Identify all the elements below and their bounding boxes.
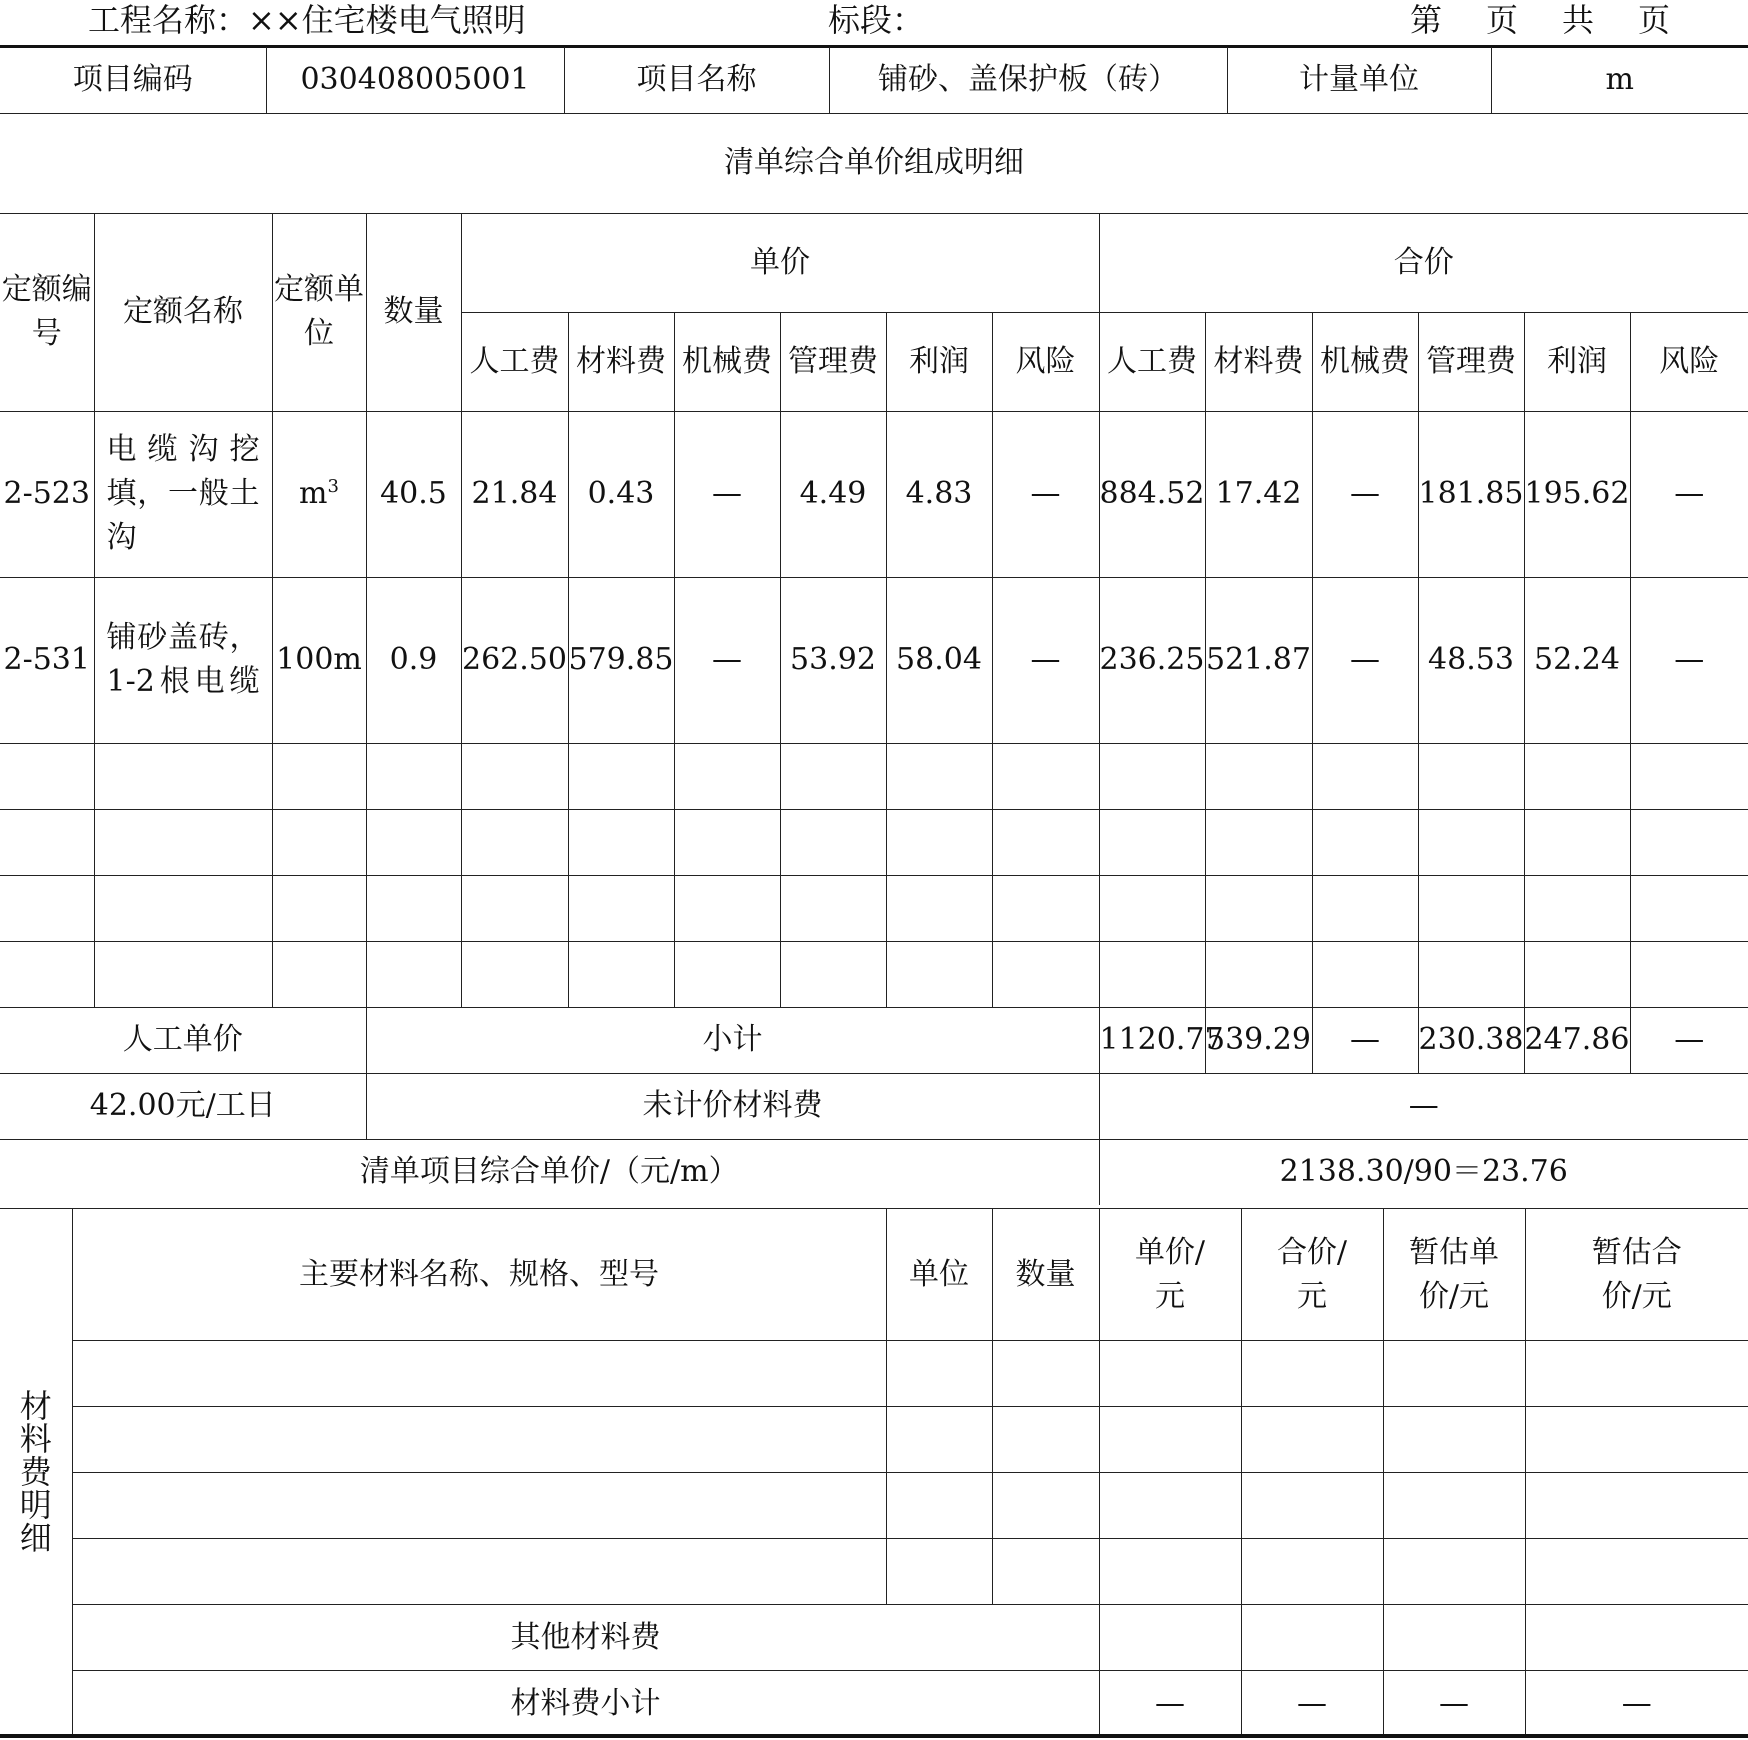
unit-price-profit: 58.04: [886, 577, 992, 743]
empty-cell: [1383, 1539, 1525, 1605]
empty-cell: [1099, 1407, 1241, 1473]
col-material-unit-price: 单价/元: [1099, 1209, 1241, 1341]
empty-cell: [1312, 875, 1418, 941]
composite-label: 清单项目综合单价/（元/m）: [0, 1139, 1099, 1205]
empty-cell: [1205, 809, 1312, 875]
total-price-labor: 884.52: [1099, 411, 1205, 577]
subtotal-row: [0, 1007, 1748, 1073]
col-quota-no: 定额编号: [0, 213, 94, 411]
subtotal-risk: —: [1630, 1007, 1748, 1073]
empty-row: [0, 875, 1748, 941]
empty-cell: [1630, 941, 1748, 1007]
unpriced-label: 未计价材料费: [366, 1073, 1099, 1139]
col-material-unit: 单位: [886, 1209, 992, 1341]
material-subtotal-label: 材料费小计: [72, 1671, 1099, 1737]
empty-cell: [674, 743, 780, 809]
item-unit: m: [1491, 47, 1748, 113]
total-price-risk: —: [1630, 577, 1748, 743]
composite-value: 2138.30/90＝23.76: [1099, 1139, 1748, 1205]
empty-cell: [272, 743, 366, 809]
table-row: [0, 577, 1748, 743]
unpriced-row: [0, 1073, 1748, 1139]
empty-cell: [1524, 809, 1630, 875]
empty-cell: [992, 1473, 1099, 1539]
empty-cell: [886, 743, 992, 809]
empty-cell: [1205, 875, 1312, 941]
sub-header-risk: 风险: [992, 312, 1099, 411]
empty-cell: [1418, 941, 1524, 1007]
quota-name: 电缆沟挖填，一般土沟: [94, 411, 272, 577]
empty-cell: [1524, 743, 1630, 809]
page-counter: 第 页 共 页: [1410, 1, 1677, 39]
quota-no: 2-523: [0, 411, 94, 577]
empty-cell: [72, 1341, 886, 1407]
empty-cell: [72, 1473, 886, 1539]
empty-cell: [1241, 1341, 1383, 1407]
detail-title: 清单综合单价组成明细: [0, 113, 1748, 213]
unit-price-material: 579.85: [568, 577, 674, 743]
quota-unit: [272, 577, 366, 743]
col-material-est-total-price: 暂估合价/元: [1525, 1209, 1748, 1341]
subtotal-label: 小计: [366, 1007, 1099, 1073]
empty-cell: [72, 1539, 886, 1605]
empty-cell: [568, 809, 674, 875]
other-material-row: [0, 1605, 1748, 1671]
empty-row: [0, 941, 1748, 1007]
item-info-table: [0, 47, 1748, 114]
empty-cell: [1418, 875, 1524, 941]
empty-cell: [1383, 1473, 1525, 1539]
empty-cell: [272, 809, 366, 875]
empty-cell: [992, 743, 1099, 809]
unit-price-management: 53.92: [780, 577, 886, 743]
item-name: 铺砂、盖保护板（砖）: [829, 47, 1227, 113]
empty-cell: [0, 941, 94, 1007]
empty-cell: [1205, 941, 1312, 1007]
empty-cell: [886, 1473, 992, 1539]
sub-header-risk: 风险: [1630, 312, 1748, 411]
empty-cell: [1630, 743, 1748, 809]
subtotal-machine: —: [1312, 1007, 1418, 1073]
empty-cell: [992, 1341, 1099, 1407]
empty-cell: [1099, 1341, 1241, 1407]
sub-header-profit: 利润: [886, 312, 992, 411]
unit-price-machine: —: [674, 411, 780, 577]
col-quota-name: 定额名称: [94, 213, 272, 411]
empty-cell: [1099, 941, 1205, 1007]
empty-cell: [366, 809, 461, 875]
col-material-qty: 数量: [992, 1209, 1099, 1341]
empty-cell: [780, 743, 886, 809]
empty-cell: [461, 875, 568, 941]
col-qty: 数量: [366, 213, 461, 411]
empty-cell: [1630, 809, 1748, 875]
empty-cell: [780, 941, 886, 1007]
unit-price-profit: 4.83: [886, 411, 992, 577]
col-material-total-price: 合价/元: [1241, 1209, 1383, 1341]
empty-cell: [1241, 1473, 1383, 1539]
group-unit-price: 单价: [461, 213, 1099, 312]
sub-header-profit: 利润: [1524, 312, 1630, 411]
empty-cell: [674, 941, 780, 1007]
sub-header-machine: 机械费: [674, 312, 780, 411]
empty-cell: [886, 1539, 992, 1605]
empty-cell: [886, 1407, 992, 1473]
total-price-labor: 236.25: [1099, 577, 1205, 743]
empty-cell: [992, 1407, 1099, 1473]
sub-header-labor: 人工费: [461, 312, 568, 411]
unit-base: m: [299, 476, 328, 511]
quota-no: 2-531: [0, 577, 94, 743]
empty-cell: [992, 809, 1099, 875]
quota-name: 铺砂盖砖，1-2根电缆: [94, 577, 272, 743]
empty-cell: [272, 875, 366, 941]
material-detail-table: [0, 1208, 1748, 1737]
bottom-rule: [0, 1734, 1748, 1738]
empty-cell: [886, 809, 992, 875]
empty-cell: [1241, 1605, 1383, 1671]
unit-price-management: 4.49: [780, 411, 886, 577]
total-price-profit: 195.62: [1524, 411, 1630, 577]
empty-cell: [992, 1539, 1099, 1605]
material-row: [0, 1473, 1748, 1539]
empty-cell: [1099, 1473, 1241, 1539]
empty-cell: [0, 875, 94, 941]
empty-cell: [1099, 875, 1205, 941]
unit-price-risk: —: [992, 411, 1099, 577]
empty-cell: [94, 743, 272, 809]
empty-cell: [992, 875, 1099, 941]
empty-cell: [780, 809, 886, 875]
material-side-label: 材 料 费 明 细: [0, 1209, 72, 1737]
empty-cell: [94, 875, 272, 941]
total-price-management: 181.85: [1418, 411, 1524, 577]
material-row: [0, 1539, 1748, 1605]
empty-cell: [674, 875, 780, 941]
labor-price-value: 42.00元/工日: [0, 1073, 366, 1139]
total-price-machine: —: [1312, 577, 1418, 743]
empty-cell: [1312, 809, 1418, 875]
empty-cell: [1099, 743, 1205, 809]
material-subtotal-total-price: —: [1241, 1671, 1383, 1737]
col-material-name: 主要材料名称、规格、型号: [72, 1209, 886, 1341]
section-label: 标段：: [828, 1, 925, 39]
material-subtotal-est-total-price: —: [1525, 1671, 1748, 1737]
quota-qty: 0.9: [366, 577, 461, 743]
sub-header-labor: 人工费: [1099, 312, 1205, 411]
empty-cell: [461, 941, 568, 1007]
item-code: 030408005001: [266, 47, 564, 113]
price-detail-table: [0, 113, 1748, 1205]
empty-cell: [1525, 1605, 1748, 1671]
empty-cell: [461, 743, 568, 809]
empty-cell: [1383, 1407, 1525, 1473]
subtotal-material: 539.29: [1205, 1007, 1312, 1073]
empty-cell: [1099, 1605, 1241, 1671]
empty-cell: [0, 743, 94, 809]
subtotal-labor: 1120.77: [1099, 1007, 1205, 1073]
subtotal-profit: 247.86: [1524, 1007, 1630, 1073]
empty-cell: [1418, 743, 1524, 809]
total-price-material: 521.87: [1205, 577, 1312, 743]
empty-cell: [568, 743, 674, 809]
unpriced-value: —: [1099, 1073, 1748, 1139]
subtotal-management: 230.38: [1418, 1007, 1524, 1073]
empty-cell: [72, 1407, 886, 1473]
empty-cell: [272, 941, 366, 1007]
total-price-profit: 52.24: [1524, 577, 1630, 743]
empty-cell: [461, 809, 568, 875]
empty-cell: [886, 941, 992, 1007]
quota-qty: 40.5: [366, 411, 461, 577]
empty-cell: [1099, 1539, 1241, 1605]
composite-row: [0, 1139, 1748, 1205]
total-price-material: 17.42: [1205, 411, 1312, 577]
sub-header-machine: 机械费: [1312, 312, 1418, 411]
empty-cell: [1418, 809, 1524, 875]
sub-header-management: 管理费: [780, 312, 886, 411]
empty-cell: [992, 941, 1099, 1007]
table-row: [0, 411, 1748, 577]
empty-cell: [1383, 1605, 1525, 1671]
unit-price-material: 0.43: [568, 411, 674, 577]
empty-cell: [1099, 809, 1205, 875]
empty-cell: [780, 875, 886, 941]
unit-price-machine: —: [674, 577, 780, 743]
empty-cell: [1312, 941, 1418, 1007]
empty-cell: [366, 743, 461, 809]
material-row: [0, 1341, 1748, 1407]
empty-cell: [366, 941, 461, 1007]
empty-cell: [1525, 1473, 1748, 1539]
empty-cell: [1383, 1341, 1525, 1407]
empty-cell: [568, 941, 674, 1007]
total-price-risk: —: [1630, 411, 1748, 577]
empty-cell: [1205, 743, 1312, 809]
empty-cell: [366, 875, 461, 941]
empty-cell: [1525, 1341, 1748, 1407]
material-subtotal-unit-price: —: [1099, 1671, 1241, 1737]
empty-row: [0, 809, 1748, 875]
empty-cell: [1525, 1539, 1748, 1605]
unit-exponent: 3: [327, 476, 339, 497]
empty-cell: [568, 875, 674, 941]
empty-cell: [0, 809, 94, 875]
labor-price-label: 人工单价: [0, 1007, 366, 1073]
total-price-management: 48.53: [1418, 577, 1524, 743]
empty-cell: [1524, 875, 1630, 941]
group-total-price: 合价: [1099, 213, 1748, 312]
empty-cell: [1524, 941, 1630, 1007]
unit-base: 100m: [276, 642, 362, 677]
empty-cell: [94, 809, 272, 875]
unit-price-risk: —: [992, 577, 1099, 743]
col-material-est-unit-price: 暂估单价/元: [1383, 1209, 1525, 1341]
total-price-machine: —: [1312, 411, 1418, 577]
empty-cell: [1525, 1407, 1748, 1473]
empty-row: [0, 743, 1748, 809]
unit-price-labor: 262.50: [461, 577, 568, 743]
item-unit-label: 计量单位: [1227, 47, 1491, 113]
empty-cell: [1630, 875, 1748, 941]
quota-unit: [272, 411, 366, 577]
sub-header-material: 材料费: [568, 312, 674, 411]
sub-header-material: 材料费: [1205, 312, 1312, 411]
sub-header-management: 管理费: [1418, 312, 1524, 411]
empty-cell: [1241, 1539, 1383, 1605]
empty-cell: [674, 809, 780, 875]
other-material-label: 其他材料费: [72, 1605, 1099, 1671]
col-quota-unit: 定额单位: [272, 213, 366, 411]
material-subtotal-est-unit-price: —: [1383, 1671, 1525, 1737]
project-name: 工程名称：××住宅楼电气照明: [88, 1, 526, 39]
item-name-label: 项目名称: [564, 47, 829, 113]
material-subtotal-row: [0, 1671, 1748, 1737]
empty-cell: [94, 941, 272, 1007]
empty-cell: [886, 875, 992, 941]
empty-cell: [1241, 1407, 1383, 1473]
unit-price-labor: 21.84: [461, 411, 568, 577]
material-row: [0, 1407, 1748, 1473]
item-code-label: 项目编码: [0, 47, 266, 113]
empty-cell: [1312, 743, 1418, 809]
page-header: [0, 0, 1748, 46]
empty-cell: [886, 1341, 992, 1407]
